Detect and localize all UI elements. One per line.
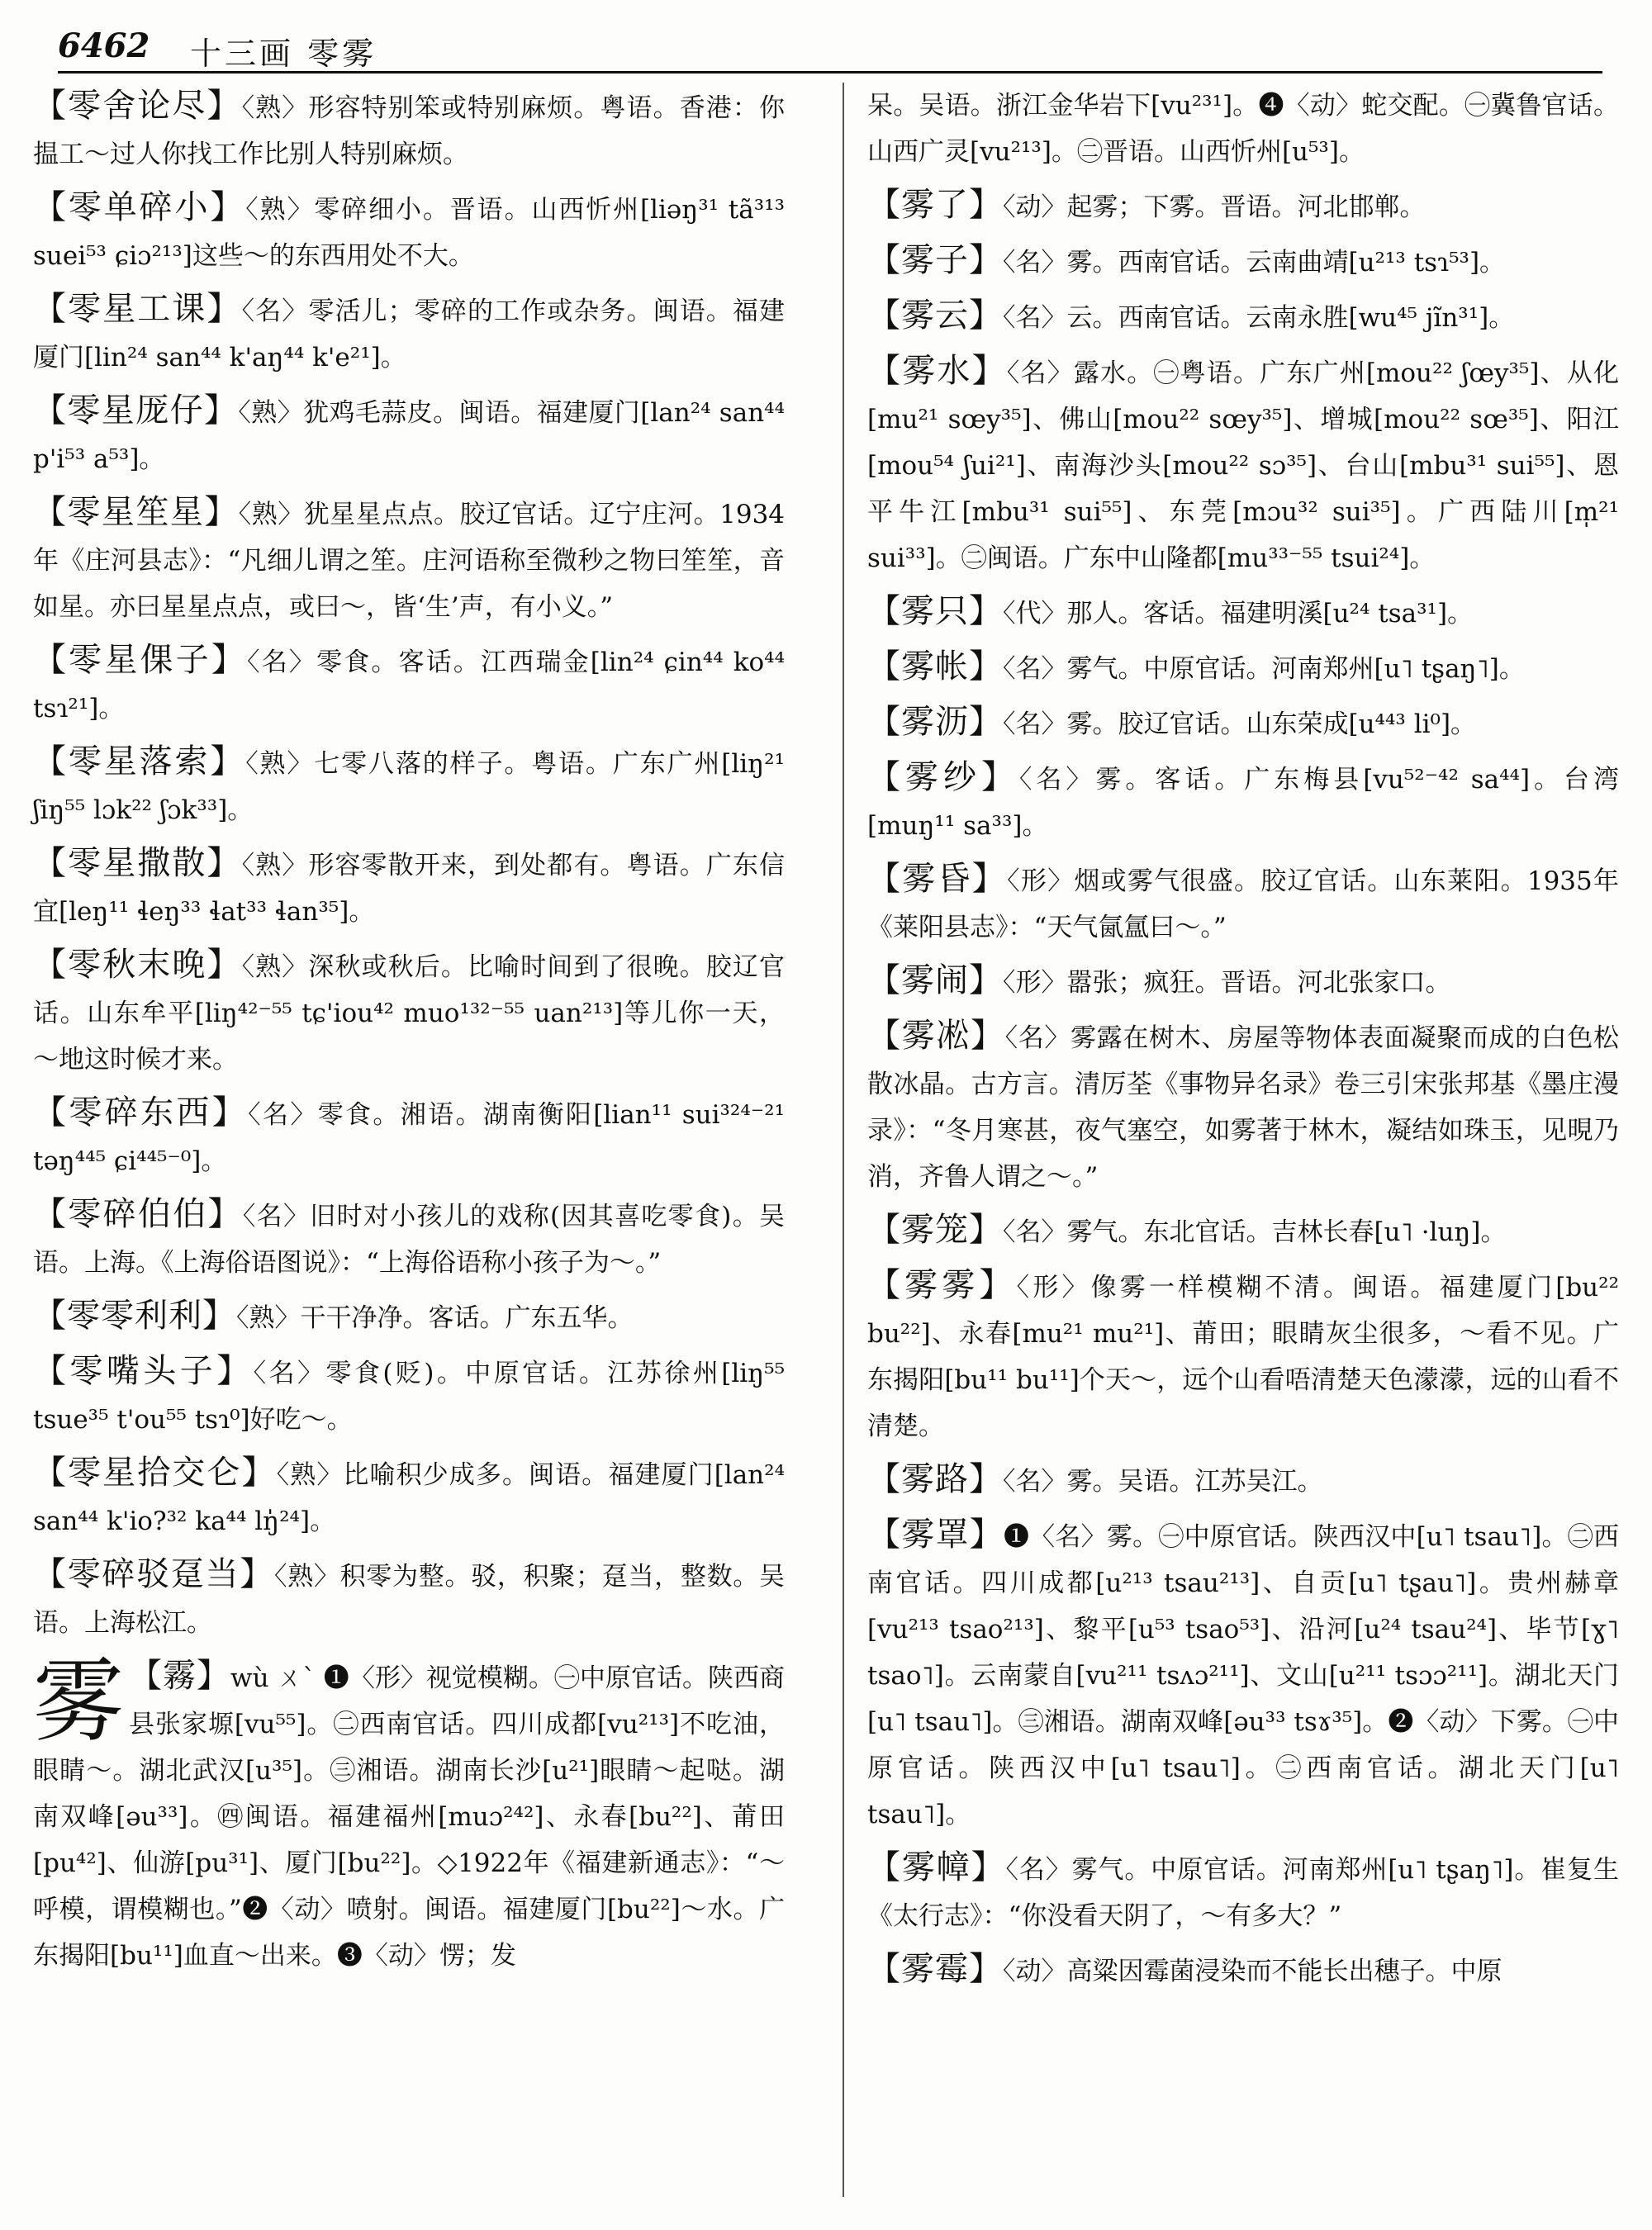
dictionary-entry [33,840,785,935]
entry-definition: 〈熟〉犹星星点点。胶辽官话。辽宁庄河。1934年《庄河县志》：“凡细儿谓之笙。庄河语称至微秒之物曰笙笙，音如星。亦曰星星点点，或曰～，皆‘生’声，有小义。” [33,500,786,622]
entry-headword: 【雾霉】 [867,1950,1003,1988]
dictionary-entry [33,83,785,178]
dictionary-entry [33,1450,785,1544]
entry-definition: wù ㄨˋ ❶〈形〉视觉模糊。㊀中原官话。陕西商县张家塬[vu⁵⁵]。㊁西南官话。四川成都[vu²¹³]不吃油，眼睛～。湖北武汉[u³⁵]。㊂湘语。湖南长沙[u²¹]眼睛～起哒。湖南双峰[əu³³]。㊃闽语。福建福州[muɔ²⁴²]、永春[bu²²]、莆田[pu⁴²]、仙游[pu³¹]、厦门[bu²²]。◇1922年《福建新通志》：“～呼模，谓模糊也。”❷〈动〉喷射。闽语。福建厦门[bu²²]～水。广东揭阳[bu¹¹]血直～出来。❸〈动〉愣；发 [33,1663,785,1971]
entry-definition: 〈名〉雾。西南官话。云南曲靖[u²¹³ tsɿ⁵³]。 [1003,248,1506,278]
entry-definition: 〈名〉零活儿；零碎的工作或杂务。闽语。福建厦门[lin²⁴ san⁴⁴ k'aŋ⁴⁴ k'e²¹]。 [33,297,785,372]
entry-headword: 【零星撒散】 [33,844,242,882]
entry-headword: 【雾路】 [867,1460,1003,1498]
dictionary-entry [867,856,1619,951]
header-rule [58,71,1602,74]
dictionary-entry [33,1348,785,1443]
dictionary-entry [867,182,1619,230]
entry-headword: 【雾沥】 [867,703,1003,741]
entry-headword: 【零星厐仔】 [33,391,239,429]
entry-definition: 〈名〉旧时对小孩儿的戏称(因其喜吃零食)。吴语。上海。《上海俗语图说》：“上海俗语称小孩子为～。” [33,1202,786,1278]
dictionary-entry [867,348,1619,581]
head-character: 雾 [33,1649,124,1754]
dictionary-entry [867,957,1619,1006]
dictionary-entry [867,1511,1619,1838]
dictionary-entry [867,588,1619,637]
page-header [50,15,1602,74]
entry-definition: 〈熟〉形容零散开来，到处都有。粤语。广东信宜[leŋ¹¹ ɬeŋ³³ ɬat³³ ɬan³⁵]。 [33,851,785,927]
dictionary-entry [867,1207,1619,1255]
entry-definition: 〈形〉烟或雾气很盛。胶辽官话。山东莱阳。1935年《莱阳县志》：“天气氤氲曰～。” [867,866,1620,942]
entry-headword: 【雾只】 [867,592,1003,630]
dictionary-entry [867,1456,1619,1505]
entry-definition: 〈动〉起雾；下雾。晋语。河北邯郸。 [1003,192,1426,222]
entry-headword: 【零碎驳趸当】 [33,1555,274,1593]
entry-headword: 【雾云】 [867,297,1003,334]
dictionary-entry [33,1649,785,1979]
entry-headword: 【零碎伯伯】 [33,1195,243,1233]
entry-headword: 【零星落索】 [33,743,246,780]
entry-definition: 〈名〉雾。客话。广东梅县[vu⁵²⁻⁴² sa⁴⁴]。台湾[muŋ¹¹ sa³³]。 [867,765,1619,841]
entry-definition: 〈名〉雾。吴语。江苏吴江。 [1003,1467,1323,1497]
entry-definition: 〈形〉像雾一样模糊不清。闽语。福建厦门[bu²² bu²²]、永春[mu²¹ mu²¹]、莆田；眼睛灰尘很多，～看不见。广东揭阳[bu¹¹ bu¹¹]个天～，远个山看唔清楚天色濛濛，远的山看不清楚。 [867,1273,1619,1441]
entry-definition: 〈熟〉干干净净。客话。广东五华。 [236,1303,634,1333]
dictionary-entry [33,1191,785,1286]
entry-headword: 【雾水】 [867,352,1007,390]
entry-headword: 【雾笼】 [867,1211,1003,1249]
entry-headword: 【雾帐】 [867,648,1003,686]
dictionary-entry [867,1262,1619,1450]
entry-definition: 〈名〉雾气。东北官话。吉林长春[u˥ ·luŋ]。 [1003,1217,1507,1247]
dictionary-entry [867,643,1619,692]
dictionary-entry [33,1293,785,1341]
dictionary-entry [33,637,785,732]
entry-definition: 呆。吴语。浙江金华岩下[vu²³¹]。❹〈动〉蛇交配。㊀冀鲁官话。山西广灵[vu²¹³]。㊁晋语。山西忻州[u⁵³]。 [867,91,1619,167]
dictionary-entry [867,292,1619,341]
entry-headword: 【零星倮子】 [33,641,248,679]
entry-headword: 【零舍论尽】 [33,87,242,125]
dictionary-entry [867,83,1619,175]
running-title: 十三画 零雾 [190,36,377,72]
entry-headword: 【零单碎小】 [33,188,246,226]
entry-headword: 【零碎东西】 [33,1094,249,1132]
entry-headword: 【霧】 [129,1657,231,1695]
dictionary-entry [33,286,785,381]
entry-headword: 【雾幛】 [867,1848,1006,1886]
entry-headword: 【零星工课】 [33,290,242,328]
entry-headword: 【雾昏】 [867,860,1008,898]
entry-definition: 〈熟〉零碎细小。晋语。山西忻州[liəŋ³¹ tã³¹³ suei⁵³ ɕiɔ²¹³]这些～的东西用处不大。 [33,195,786,271]
entry-definition: 〈熟〉犹鸡毛蒜皮。闽语。福建厦门[lan²⁴ san⁴⁴ p'i⁵³ a⁵³]。 [33,398,786,474]
entry-definition: 〈名〉雾气。中原官话。河南郑州[u˥ tʂaŋ˥]。 [1003,654,1525,684]
entry-definition: 〈名〉雾。胶辽官话。山东荣成[u⁴⁴³ li⁰]。 [1003,709,1477,739]
entry-headword: 【雾闹】 [867,961,1003,999]
column-divider [843,83,844,2197]
entry-headword: 【零零利利】 [33,1297,236,1335]
entry-definition: 〈动〉高粱因霉菌浸染而不能长出穗子。中原 [1003,1957,1502,1986]
entry-headword: 【零星拾交仑】 [33,1454,277,1492]
entry-definition: 〈形〉嚣张；疯狂。晋语。河北张家口。 [1003,968,1451,998]
entry-definition: ❶〈名〉雾。㊀中原官话。陕西汉中[u˥ tsau˥]。㊁西南官话。四川成都[u²¹³ tsau²¹³]、自贡[u˥ tʂau˥]。贵州赫章[vu²¹³ tsao²¹³]、黎平[u⁵³ tsao⁵³]、沿河[u²⁴ tsau²⁴]、毕节[ɣ˥ tsao˥]。云南蒙自[vu²¹¹ tsʌɔ²¹¹]、文山[u²¹¹ tsɔɔ²¹¹]。湖北天门[u˥ tsau˥]。㊂湘语。湖南双峰[əu³³ tsɤ³⁵]。❷〈动〉下雾。㊀中原官话。陕西汉中[u˥ tsau˥]。㊁西南官话。湖北天门[u˥ tsau˥]。 [867,1522,1619,1829]
dictionary-entry [867,1946,1619,1995]
dictionary-entry [33,1089,785,1184]
dictionary-entry [33,489,785,630]
right-column [867,83,1619,1995]
entry-headword: 【雾了】 [867,186,1003,224]
page-number: 6462 [58,26,150,65]
dictionary-entry [867,1844,1619,1939]
entry-headword: 【雾雾】 [867,1266,1017,1304]
entry-definition: 〈名〉雾气。中原官话。河南郑州[u˥ tʂaŋ˥]。崔复生《太行志》：“你没看天阴了，～有多大？” [867,1855,1619,1931]
entry-headword: 【雾凇】 [867,1017,1005,1055]
entry-definition: 〈代〉那人。客话。福建明溪[u²⁴ tsa³¹]。 [1003,599,1474,629]
dictionary-entry [867,699,1619,747]
entry-definition: 〈名〉零食。客话。江西瑞金[lin²⁴ ɕin⁴⁴ ko⁴⁴ tsɿ²¹]。 [33,648,785,724]
dictionary-entry [867,237,1619,286]
entry-definition: 〈熟〉比喻积少成多。闽语。福建厦门[lan²⁴ san⁴⁴ k'io?³² ka⁴⁴ lŋ̍²⁴]。 [33,1460,785,1536]
entry-definition: 〈名〉零食(贬)。中原官话。江苏徐州[liŋ⁵⁵ tsue³⁵ t'ou⁵⁵ tsɿ⁰]好吃～。 [33,1359,785,1435]
entry-headword: 【雾罩】 [867,1516,1004,1554]
entry-headword: 【零嘴头子】 [33,1352,254,1390]
entry-definition: 〈名〉露水。㊀粤语。广东广州[mou²² ʃœy³⁵]、从化[mu²¹ sœy³⁵]、佛山[mou²² sœy³⁵]、增城[mou²² sœ³⁵]、阳江[mou⁵⁴ ʃui²¹]、南海沙头[mou²² sɔ³⁵]、台山[mbu³¹ sui⁵⁵]、恩平牛江[mbu³¹ sui⁵⁵]、东莞[mɔu³² sui³⁵]。广西陆川[m̩²¹ sui³³]。㊁闽语。广东中山隆都[mu³³⁻⁵⁵ tsui²⁴]。 [867,358,1620,573]
dictionary-entry [33,738,785,833]
entry-definition: 〈熟〉七零八落的样子。粤语。广东广州[liŋ²¹ ʃiŋ⁵⁵ lɔk²² ʃɔk³³]。 [33,749,785,825]
dictionary-entry [33,387,785,482]
dictionary-entry [867,1013,1619,1200]
entry-definition: 〈熟〉深秋或秋后。比喻时间到了很晚。胶辽官话。山东牟平[liŋ⁴²⁻⁵⁵ tɕ'iou⁴² muo¹³²⁻⁵⁵ uan²¹³]等儿你一天，～地这时候才来。 [33,952,785,1075]
entry-definition: 〈名〉零食。湘语。湖南衡阳[lian¹¹ sui³²⁴⁻²¹ təŋ⁴⁴⁵ ɕi⁴⁴⁵⁻⁰]。 [33,1100,785,1176]
entry-definition: 〈熟〉形容特别笨或特别麻烦。粤语。香港：你揾工～过人你找工作比别人特别麻烦。 [33,93,785,169]
entry-definition: 〈名〉云。西南官话。云南永胜[wu⁴⁵ jĩn³¹]。 [1003,303,1515,333]
entry-headword: 【零星笙星】 [33,493,239,531]
dictionary-entry [33,184,785,279]
dictionary-entry [33,1551,785,1646]
entry-headword: 【雾纱】 [867,758,1019,796]
dictionary-entry [33,942,785,1083]
entry-headword: 【零秋末晚】 [33,946,242,984]
left-column [33,83,785,1979]
entry-headword: 【雾子】 [867,241,1003,279]
entry-definition: 〈名〉雾露在树木、房屋等物体表面凝聚而成的白色松散冰晶。古方言。清厉荃《事物异名录》卷三引宋张邦基《墨庄漫录》：“冬月寒甚，夜气塞空，如雾著于林木，凝结如珠玉，见晛乃消，齐鲁人谓之～。” [867,1023,1619,1192]
entry-definition: 〈熟〉积零为整。驳，积聚；趸当，整数。吴语。上海松江。 [33,1562,786,1638]
dictionary-entry [867,754,1619,849]
